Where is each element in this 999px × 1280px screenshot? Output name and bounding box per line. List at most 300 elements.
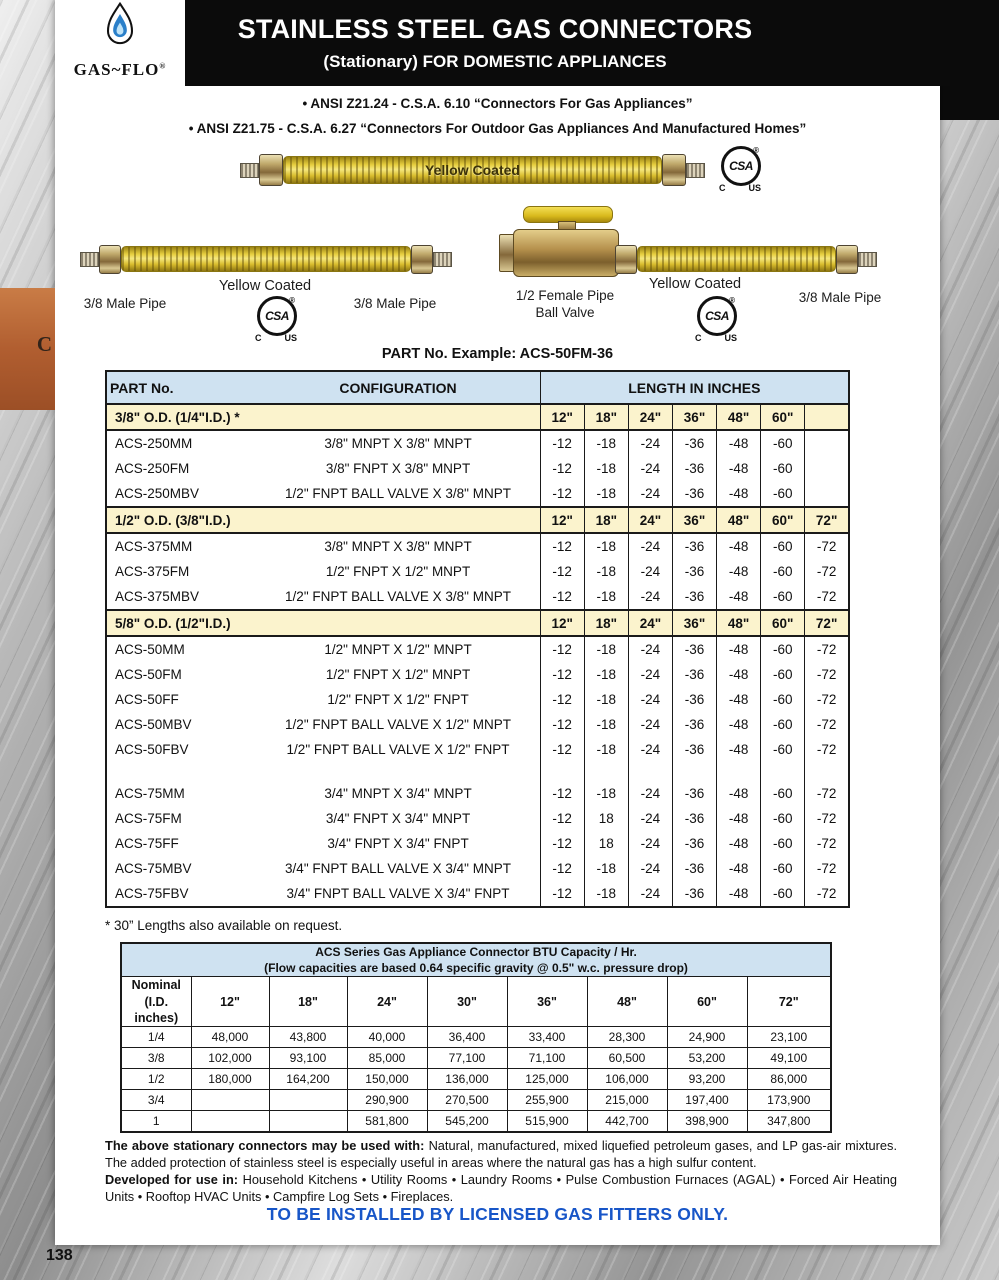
btu-row bbox=[121, 1090, 831, 1111]
length-suffix-cell: -60 bbox=[761, 806, 805, 831]
length-suffix-cell: -60 bbox=[761, 481, 805, 507]
length-suffix-cell: -72 bbox=[805, 806, 849, 831]
btu-table bbox=[120, 942, 832, 1133]
length-suffix-cell: -48 bbox=[717, 687, 761, 712]
lengths-footnote: * 30” Lengths also available on request. bbox=[105, 918, 343, 933]
part-row bbox=[106, 584, 849, 610]
length-header-cell: 24" bbox=[628, 404, 672, 430]
configuration-cell: 1/2" FNPT X 1/2" FNPT bbox=[327, 692, 469, 707]
btu-value-cell: 33,400 bbox=[507, 1027, 587, 1048]
valve-end-label-line1: 1/2 Female Pipe bbox=[515, 288, 615, 303]
btu-value-cell bbox=[269, 1090, 347, 1111]
btu-value-cell bbox=[191, 1111, 269, 1133]
length-suffix-cell: -48 bbox=[717, 533, 761, 559]
btu-table-body bbox=[121, 1027, 831, 1133]
column-header-part: PART No. bbox=[106, 371, 256, 404]
parts-table-header-row bbox=[106, 371, 849, 404]
btu-value-cell: 581,800 bbox=[347, 1111, 427, 1133]
length-suffix-cell: -24 bbox=[628, 456, 672, 481]
part-row bbox=[106, 430, 849, 456]
btu-value-cell: 93,100 bbox=[269, 1048, 347, 1069]
length-suffix-cell: -60 bbox=[761, 584, 805, 610]
configuration-cell: 1/2" FNPT X 1/2" MNPT bbox=[325, 564, 471, 579]
csa-mark-text: CSA bbox=[265, 309, 289, 323]
length-suffix-cell: -12 bbox=[540, 559, 584, 584]
length-suffix-cell: -24 bbox=[628, 781, 672, 806]
btu-value-cell: 150,000 bbox=[347, 1069, 427, 1090]
csa-circle bbox=[721, 146, 761, 186]
pipe-thread-tip bbox=[858, 252, 877, 267]
registered-mark: ® bbox=[159, 61, 167, 71]
spacer-cell bbox=[717, 762, 761, 781]
length-suffix-cell: -48 bbox=[717, 881, 761, 907]
length-suffix-cell: -12 bbox=[540, 806, 584, 831]
brand-logo bbox=[55, 0, 185, 86]
length-suffix-cell: -12 bbox=[540, 737, 584, 762]
btu-value-cell bbox=[269, 1111, 347, 1133]
part-number-cell: ACS-75MBV bbox=[115, 861, 192, 876]
length-suffix-cell bbox=[805, 456, 849, 481]
configuration-cell: 3/4" MNPT X 3/4" MNPT bbox=[324, 786, 472, 801]
length-suffix-cell: -24 bbox=[628, 430, 672, 456]
size-section-row bbox=[106, 610, 849, 636]
length-suffix-cell: -48 bbox=[717, 712, 761, 737]
csa-us-indicator: US bbox=[724, 333, 737, 343]
length-suffix-cell: -48 bbox=[717, 806, 761, 831]
hose3-right-end-label: 3/8 Male Pipe bbox=[798, 290, 882, 305]
section-title: 3/8" O.D. (1/4"I.D.) * bbox=[106, 404, 540, 430]
page-number: 138 bbox=[46, 1247, 73, 1264]
length-suffix-cell: -24 bbox=[628, 856, 672, 881]
length-suffix-cell: -18 bbox=[584, 636, 628, 662]
length-suffix-cell: -72 bbox=[805, 687, 849, 712]
configuration-cell: 1/2" FNPT BALL VALVE X 3/8" MNPT bbox=[285, 589, 511, 604]
length-suffix-cell: -18 bbox=[584, 533, 628, 559]
part-number-cell: ACS-50MM bbox=[115, 642, 185, 657]
btu-value-cell: 85,000 bbox=[347, 1048, 427, 1069]
length-header-cell: 48" bbox=[717, 404, 761, 430]
part-row bbox=[106, 456, 849, 481]
btu-value-cell: 71,100 bbox=[507, 1048, 587, 1069]
part-number-cell: ACS-75FBV bbox=[115, 886, 189, 901]
section-index-tab bbox=[0, 288, 55, 410]
btu-value-cell: 24,900 bbox=[667, 1027, 747, 1048]
btu-value-cell: 40,000 bbox=[347, 1027, 427, 1048]
length-suffix-cell: -60 bbox=[761, 781, 805, 806]
standards-line-2: • ANSI Z21.75 - C.S.A. 6.27 “Connectors For Outdoor Gas Appliances And Manufactured Homes” bbox=[188, 121, 807, 136]
part-row bbox=[106, 881, 849, 907]
btu-value-cell: 255,900 bbox=[507, 1090, 587, 1111]
usage-notes bbox=[105, 1138, 897, 1206]
part-number-example: PART No. Example: ACS-50FM-36 bbox=[381, 346, 614, 362]
length-suffix-cell: -18 bbox=[584, 662, 628, 687]
length-suffix-cell: -48 bbox=[717, 662, 761, 687]
part-row bbox=[106, 481, 849, 507]
flame-icon bbox=[102, 2, 138, 50]
configuration-cell: 3/4" FNPT BALL VALVE X 3/4" FNPT bbox=[286, 886, 510, 901]
catalog-page bbox=[55, 0, 940, 1245]
btu-value-cell: 23,100 bbox=[747, 1027, 831, 1048]
length-suffix-cell: -60 bbox=[761, 636, 805, 662]
btu-value-cell: 545,200 bbox=[427, 1111, 507, 1133]
length-suffix-cell: -18 bbox=[584, 781, 628, 806]
csa-us-indicator: US bbox=[748, 183, 761, 193]
part-row bbox=[106, 559, 849, 584]
length-header-cell: 12" bbox=[540, 404, 584, 430]
length-suffix-cell: -48 bbox=[717, 636, 761, 662]
length-header-cell: 18" bbox=[584, 507, 628, 533]
length-suffix-cell: -36 bbox=[672, 737, 716, 762]
part-row bbox=[106, 687, 849, 712]
length-header-cell: 36" bbox=[672, 610, 716, 636]
csa-canada-indicator: C bbox=[719, 183, 726, 193]
configuration-cell: 3/8" MNPT X 3/8" MNPT bbox=[324, 436, 472, 451]
connector-photo-right bbox=[615, 242, 877, 276]
length-suffix-cell: -72 bbox=[805, 584, 849, 610]
part-row bbox=[106, 831, 849, 856]
csa-us-indicator: US bbox=[284, 333, 297, 343]
nominal-id-cell: 3/8 bbox=[121, 1048, 191, 1069]
length-suffix-cell: 18 bbox=[584, 831, 628, 856]
length-suffix-cell: -24 bbox=[628, 806, 672, 831]
length-suffix-cell: -12 bbox=[540, 481, 584, 507]
length-suffix-cell: -48 bbox=[717, 737, 761, 762]
length-suffix-cell: -36 bbox=[672, 831, 716, 856]
length-suffix-cell: -60 bbox=[761, 881, 805, 907]
btu-length-header: 30" bbox=[427, 977, 507, 1027]
pipe-thread-tip bbox=[80, 252, 99, 267]
configuration-cell: 3/8" FNPT X 3/8" MNPT bbox=[325, 461, 471, 476]
btu-value-cell: 36,400 bbox=[427, 1027, 507, 1048]
length-suffix-cell: -36 bbox=[672, 636, 716, 662]
btu-value-cell: 197,400 bbox=[667, 1090, 747, 1111]
length-suffix-cell: -48 bbox=[717, 481, 761, 507]
btu-value-cell: 106,000 bbox=[587, 1069, 667, 1090]
length-suffix-cell: -72 bbox=[805, 533, 849, 559]
btu-value-cell: 53,200 bbox=[667, 1048, 747, 1069]
yellow-coated-hose bbox=[283, 156, 662, 184]
hose2-right-end-label: 3/8 Male Pipe bbox=[353, 296, 437, 311]
length-suffix-cell: -72 bbox=[805, 559, 849, 584]
part-row bbox=[106, 781, 849, 806]
btu-value-cell: 173,900 bbox=[747, 1090, 831, 1111]
pipe-thread-tip bbox=[433, 252, 452, 267]
spacer-cell bbox=[106, 762, 540, 781]
configuration-cell: 1/2" FNPT BALL VALVE X 1/2" FNPT bbox=[286, 742, 510, 757]
length-suffix-cell: -36 bbox=[672, 856, 716, 881]
hex-nut bbox=[662, 154, 686, 186]
btu-header-row bbox=[121, 977, 831, 1027]
hex-nut bbox=[99, 245, 121, 274]
spacer-cell bbox=[628, 762, 672, 781]
length-suffix-cell: -18 bbox=[584, 584, 628, 610]
part-row bbox=[106, 636, 849, 662]
length-suffix-cell: -36 bbox=[672, 781, 716, 806]
btu-value-cell: 43,800 bbox=[269, 1027, 347, 1048]
ball-valve-body bbox=[513, 229, 619, 277]
length-suffix-cell: -24 bbox=[628, 533, 672, 559]
btu-title-line2: (Flow capacities are based 0.64 specific gravity @ 0.5" w.c. pressure drop) bbox=[264, 961, 688, 976]
btu-length-header: 18" bbox=[269, 977, 347, 1027]
spacer-cell bbox=[584, 762, 628, 781]
part-row bbox=[106, 856, 849, 881]
length-suffix-cell: -24 bbox=[628, 881, 672, 907]
length-suffix-cell: -48 bbox=[717, 430, 761, 456]
length-suffix-cell: -60 bbox=[761, 831, 805, 856]
hose-coating-label: Yellow Coated bbox=[425, 162, 520, 178]
column-header-configuration: CONFIGURATION bbox=[256, 371, 540, 404]
length-suffix-cell: 18 bbox=[584, 806, 628, 831]
length-suffix-cell: -72 bbox=[805, 636, 849, 662]
spacer-row bbox=[106, 762, 849, 781]
btu-value-cell: 442,700 bbox=[587, 1111, 667, 1133]
length-suffix-cell: -72 bbox=[805, 781, 849, 806]
length-header-cell: 12" bbox=[540, 610, 584, 636]
part-row bbox=[106, 737, 849, 762]
part-number-cell: ACS-50FM bbox=[115, 667, 182, 682]
btu-value-cell: 290,900 bbox=[347, 1090, 427, 1111]
length-suffix-cell: -48 bbox=[717, 831, 761, 856]
btu-title-row bbox=[121, 943, 831, 977]
length-suffix-cell: -18 bbox=[584, 559, 628, 584]
btu-value-cell: 215,000 bbox=[587, 1090, 667, 1111]
btu-value-cell: 77,100 bbox=[427, 1048, 507, 1069]
length-suffix-cell: -48 bbox=[717, 559, 761, 584]
length-suffix-cell: -18 bbox=[584, 481, 628, 507]
main-table-body bbox=[106, 404, 849, 907]
hose2-coating-label: Yellow Coated bbox=[218, 278, 312, 294]
page-title: STAINLESS STEEL GAS CONNECTORS bbox=[237, 14, 753, 44]
length-suffix-cell: -24 bbox=[628, 481, 672, 507]
length-suffix-cell bbox=[805, 481, 849, 507]
btu-value-cell bbox=[191, 1090, 269, 1111]
length-header-cell: 18" bbox=[584, 610, 628, 636]
part-number-cell: ACS-250MM bbox=[115, 436, 193, 451]
length-header-cell: 24" bbox=[628, 507, 672, 533]
btu-value-cell: 164,200 bbox=[269, 1069, 347, 1090]
pipe-thread-tip bbox=[240, 163, 259, 178]
configuration-cell: 1/2" FNPT BALL VALVE X 3/8" MNPT bbox=[285, 486, 511, 501]
btu-row bbox=[121, 1069, 831, 1090]
notes-text-2: Household Kitchens • Utility Rooms • Laundry Rooms • Pulse Combustion Furnaces (AGAL) • Forced Air Heating Units • Rooftop HVAC Units • Campfire Log Sets • Fireplaces. bbox=[105, 1171, 897, 1204]
length-suffix-cell: -18 bbox=[584, 881, 628, 907]
part-row bbox=[106, 712, 849, 737]
length-suffix-cell: -36 bbox=[672, 712, 716, 737]
parts-table-container bbox=[105, 370, 850, 908]
spacer-cell bbox=[672, 762, 716, 781]
nominal-id-cell: 1/2 bbox=[121, 1069, 191, 1090]
valve-end-label-line2: Ball Valve bbox=[535, 304, 595, 320]
configuration-cell: 3/8" MNPT X 3/8" MNPT bbox=[324, 539, 472, 554]
page-subtitle: (Stationary) FOR DOMESTIC APPLIANCES bbox=[323, 52, 667, 71]
csa-registered-mark: ® bbox=[753, 146, 759, 155]
length-suffix-cell: -48 bbox=[717, 856, 761, 881]
btu-id-header-line2: (I.D. inches) bbox=[134, 994, 179, 1025]
csa-certification-logo bbox=[693, 296, 739, 343]
csa-circle bbox=[257, 296, 297, 336]
length-header-cell: 12" bbox=[540, 507, 584, 533]
part-number-cell: ACS-75MM bbox=[115, 786, 185, 801]
length-suffix-cell: -36 bbox=[672, 481, 716, 507]
length-suffix-cell: -18 bbox=[584, 856, 628, 881]
csa-circle bbox=[697, 296, 737, 336]
length-suffix-cell: -72 bbox=[805, 856, 849, 881]
hex-nut bbox=[615, 245, 637, 274]
configuration-cell: 1/2" FNPT X 1/2" MNPT bbox=[325, 667, 471, 682]
valve-end-label bbox=[485, 288, 645, 322]
configuration-cell: 3/4" FNPT BALL VALVE X 3/4" MNPT bbox=[285, 861, 511, 876]
notes-lead-1: The above stationary connectors may be used with: bbox=[105, 1138, 425, 1153]
length-suffix-cell: -60 bbox=[761, 662, 805, 687]
notes-text-1: Natural, manufactured, mixed liquefied petroleum gases, and LP gas-air mixtures. The added protection of stainless steel is especially useful in areas where the natural gas has a high sulfur content. bbox=[105, 1138, 897, 1170]
length-suffix-cell: -24 bbox=[628, 831, 672, 856]
csa-registered-mark: ® bbox=[729, 296, 735, 305]
part-row bbox=[106, 533, 849, 559]
btu-value-cell: 136,000 bbox=[427, 1069, 507, 1090]
length-suffix-cell bbox=[805, 430, 849, 456]
length-suffix-cell: -12 bbox=[540, 430, 584, 456]
parts-table bbox=[105, 370, 850, 908]
btu-value-cell: 398,900 bbox=[667, 1111, 747, 1133]
length-header-cell: 60" bbox=[761, 507, 805, 533]
length-suffix-cell: -60 bbox=[761, 456, 805, 481]
length-suffix-cell: -60 bbox=[761, 712, 805, 737]
length-suffix-cell: -60 bbox=[761, 856, 805, 881]
length-suffix-cell: -36 bbox=[672, 881, 716, 907]
nominal-id-cell: 1/4 bbox=[121, 1027, 191, 1048]
part-number-cell: ACS-50FBV bbox=[115, 742, 189, 757]
length-suffix-cell: -48 bbox=[717, 781, 761, 806]
length-suffix-cell: -48 bbox=[717, 456, 761, 481]
length-suffix-cell: -18 bbox=[584, 456, 628, 481]
configuration-cell: 1/2" MNPT X 1/2" MNPT bbox=[324, 642, 472, 657]
btu-table-container bbox=[120, 942, 832, 1133]
part-number-cell: ACS-50MBV bbox=[115, 717, 192, 732]
part-number-cell: ACS-250MBV bbox=[115, 486, 200, 501]
length-suffix-cell: -36 bbox=[672, 456, 716, 481]
length-suffix-cell: -12 bbox=[540, 881, 584, 907]
length-suffix-cell: -12 bbox=[540, 831, 584, 856]
spacer-cell bbox=[805, 762, 849, 781]
installation-warning: TO BE INSTALLED BY LICENSED GAS FITTERS ONLY. bbox=[266, 1204, 729, 1224]
length-suffix-cell: -72 bbox=[805, 662, 849, 687]
yellow-coated-hose bbox=[637, 246, 836, 272]
section-index-letter: C bbox=[36, 332, 52, 356]
length-header-cell: 48" bbox=[717, 507, 761, 533]
btu-value-cell: 60,500 bbox=[587, 1048, 667, 1069]
length-suffix-cell: -12 bbox=[540, 856, 584, 881]
spacer-cell bbox=[540, 762, 584, 781]
length-suffix-cell: -36 bbox=[672, 559, 716, 584]
length-header-cell: 72" bbox=[805, 507, 849, 533]
length-header-cell: 60" bbox=[761, 610, 805, 636]
hose3-coating-label: Yellow Coated bbox=[648, 276, 742, 292]
btu-value-cell: 347,800 bbox=[747, 1111, 831, 1133]
hex-nut bbox=[836, 245, 858, 274]
btu-value-cell: 49,100 bbox=[747, 1048, 831, 1069]
length-suffix-cell: -36 bbox=[672, 662, 716, 687]
length-suffix-cell: -72 bbox=[805, 712, 849, 737]
btu-length-header: 48" bbox=[587, 977, 667, 1027]
spacer-cell bbox=[761, 762, 805, 781]
configuration-cell: 3/4" FNPT X 3/4" FNPT bbox=[327, 836, 469, 851]
connector-photo-left bbox=[80, 242, 452, 276]
length-suffix-cell: -24 bbox=[628, 662, 672, 687]
btu-value-cell: 28,300 bbox=[587, 1027, 667, 1048]
btu-row bbox=[121, 1111, 831, 1133]
yellow-coated-hose bbox=[121, 246, 411, 272]
btu-length-header: 24" bbox=[347, 977, 427, 1027]
length-suffix-cell: -24 bbox=[628, 712, 672, 737]
part-row bbox=[106, 662, 849, 687]
part-number-cell: ACS-375MBV bbox=[115, 589, 200, 604]
part-number-cell: ACS-375FM bbox=[115, 564, 190, 579]
header-bar bbox=[185, 0, 999, 86]
column-header-length: LENGTH IN INCHES bbox=[540, 371, 849, 404]
standards-line-1: • ANSI Z21.24 - C.S.A. 6.10 “Connectors For Gas Appliances” bbox=[302, 96, 693, 111]
length-header-cell: 36" bbox=[672, 404, 716, 430]
btu-row bbox=[121, 1027, 831, 1048]
length-suffix-cell: -72 bbox=[805, 881, 849, 907]
csa-certification-logo bbox=[253, 296, 299, 343]
length-suffix-cell: -60 bbox=[761, 533, 805, 559]
length-suffix-cell: -24 bbox=[628, 687, 672, 712]
part-number-cell: ACS-75FM bbox=[115, 811, 182, 826]
length-header-cell: 72" bbox=[805, 610, 849, 636]
section-title: 5/8" O.D. (1/2"I.D.) bbox=[106, 610, 540, 636]
nominal-id-cell: 1 bbox=[121, 1111, 191, 1133]
length-suffix-cell: -72 bbox=[805, 737, 849, 762]
length-suffix-cell: -12 bbox=[540, 781, 584, 806]
csa-canada-indicator: C bbox=[255, 333, 262, 343]
brand-wordmark bbox=[55, 60, 185, 80]
configuration-cell: 1/2" FNPT BALL VALVE X 1/2" MNPT bbox=[285, 717, 511, 732]
btu-id-header-line1: Nominal bbox=[131, 978, 181, 993]
length-suffix-cell: -36 bbox=[672, 533, 716, 559]
btu-length-header: 12" bbox=[191, 977, 269, 1027]
notes-lead-2: Developed for use in: bbox=[105, 1171, 239, 1187]
length-suffix-cell: -60 bbox=[761, 559, 805, 584]
length-suffix-cell: -24 bbox=[628, 559, 672, 584]
length-suffix-cell: -60 bbox=[761, 430, 805, 456]
length-suffix-cell: -36 bbox=[672, 687, 716, 712]
btu-value-cell: 93,200 bbox=[667, 1069, 747, 1090]
length-suffix-cell: -18 bbox=[584, 737, 628, 762]
length-suffix-cell: -12 bbox=[540, 456, 584, 481]
length-suffix-cell: -36 bbox=[672, 430, 716, 456]
btu-value-cell: 180,000 bbox=[191, 1069, 269, 1090]
length-header-cell bbox=[805, 404, 849, 430]
length-header-cell: 48" bbox=[717, 610, 761, 636]
size-section-row bbox=[106, 404, 849, 430]
btu-length-header: 60" bbox=[667, 977, 747, 1027]
btu-length-header: 36" bbox=[507, 977, 587, 1027]
csa-mark-text: CSA bbox=[729, 159, 753, 173]
hex-nut bbox=[411, 245, 433, 274]
brand-name: GAS~FLO bbox=[73, 60, 160, 79]
part-number-cell: ACS-75FF bbox=[115, 836, 179, 851]
part-number-cell: ACS-50FF bbox=[115, 692, 179, 707]
length-suffix-cell: -24 bbox=[628, 636, 672, 662]
csa-canada-indicator: C bbox=[695, 333, 702, 343]
btu-value-cell: 125,000 bbox=[507, 1069, 587, 1090]
length-suffix-cell: -12 bbox=[540, 662, 584, 687]
length-suffix-cell: -12 bbox=[540, 712, 584, 737]
hose2-left-end-label: 3/8 Male Pipe bbox=[83, 296, 167, 311]
btu-value-cell: 102,000 bbox=[191, 1048, 269, 1069]
btu-id-column-header bbox=[121, 977, 191, 1027]
length-header-cell: 24" bbox=[628, 610, 672, 636]
